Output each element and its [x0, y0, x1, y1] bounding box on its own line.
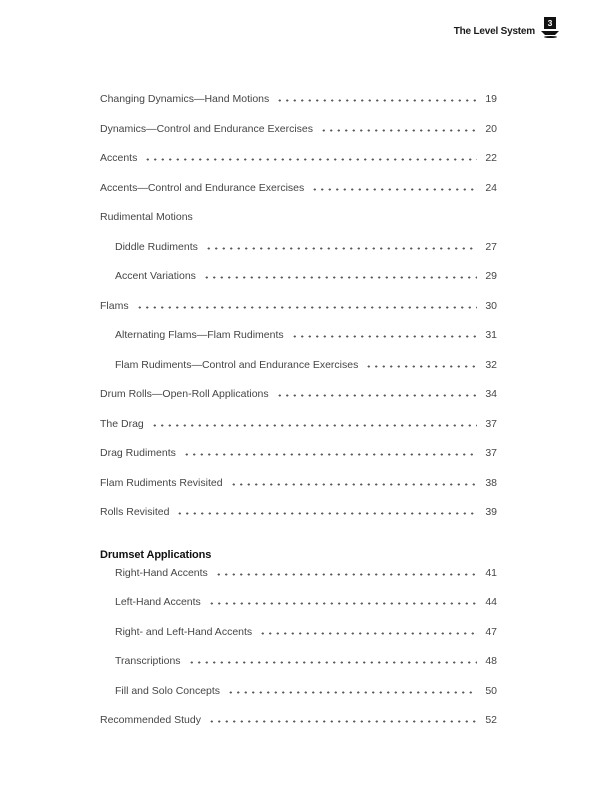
toc-entry-label: Accent Variations [115, 270, 196, 282]
toc-entry [100, 626, 497, 656]
dot-leader [227, 686, 477, 694]
toc-entry [100, 270, 497, 300]
toc-entry-page-number: 48 [485, 655, 497, 667]
toc-entry [100, 152, 497, 182]
toc-entry [100, 93, 497, 123]
toc-entry-label: Right-Hand Accents [115, 566, 208, 579]
toc-entry [100, 506, 497, 536]
toc-entry [100, 685, 497, 715]
toc-entry-page-number: 38 [485, 476, 497, 489]
toc-entry-label: Drum Rolls—Open-Roll Applications [100, 388, 269, 400]
table-of-contents [100, 93, 497, 744]
toc-entry-page-number: 37 [485, 447, 497, 459]
toc-entry-page-number: 52 [485, 714, 497, 726]
toc-entry-page-number: 24 [485, 181, 497, 194]
dot-leader [203, 271, 477, 279]
dot-leader [208, 715, 477, 723]
dot-leader [136, 301, 477, 309]
toc-entry [100, 182, 497, 212]
toc-entry-label: Rolls Revisited [100, 506, 170, 518]
dot-leader [259, 627, 477, 635]
dot-leader [215, 568, 477, 576]
toc-entry-label: Transcriptions [115, 655, 181, 667]
toc-entry-label: Flam Rudiments Revisited [100, 476, 223, 489]
toc-entry-page-number: 19 [485, 93, 497, 105]
toc-entry-label: Dynamics—Control and Endurance Exercises [100, 122, 314, 135]
toc-entry-page-number: 31 [485, 329, 497, 341]
dot-leader [230, 478, 477, 486]
toc-entry [100, 241, 497, 271]
book-title: The Level System [453, 26, 535, 37]
toc-entry-label: Flams [100, 299, 129, 312]
toc-entry [100, 123, 497, 153]
toc-entry-label: Rudimental Motions [100, 211, 193, 223]
toc-entry-page-number: 30 [485, 299, 497, 312]
toc-entry-label: Fill and Solo Concepts [115, 684, 221, 697]
dot-leader [311, 183, 477, 191]
toc-entry-label: Diddle Rudiments [115, 240, 198, 253]
badge-pedestal-icon [541, 31, 559, 35]
toc-entry [100, 211, 497, 241]
page-number-badge: 3 [544, 17, 556, 29]
dot-leader [176, 507, 477, 515]
toc-entry [100, 359, 497, 389]
dot-leader [188, 656, 477, 664]
dot-leader [365, 360, 477, 368]
toc-entry-page-number: 37 [485, 417, 497, 430]
toc-entry-page-number: 44 [485, 596, 497, 608]
toc-entry-page-number: 22 [485, 152, 497, 164]
toc-entry-page-number: 34 [485, 388, 497, 400]
toc-entry-label: Drumset Applications [100, 548, 212, 561]
toc-entry [100, 714, 497, 744]
toc-entry-label: Drag Rudiments [100, 447, 176, 459]
page-number-badge-group [541, 17, 559, 38]
toc-entry-page-number: 20 [485, 122, 497, 135]
dot-leader [144, 153, 477, 161]
toc-entry [100, 567, 497, 597]
dot-leader [208, 597, 477, 605]
toc-entry-page-number: 47 [485, 625, 497, 638]
page-header [454, 17, 559, 38]
toc-entry-page-number: 32 [485, 358, 497, 371]
toc-entry-label: Accents [100, 152, 138, 164]
dot-leader [183, 448, 477, 456]
toc-entry [100, 329, 497, 359]
toc-entry-label: Flam Rudiments—Control and Endurance Exercises [115, 358, 359, 371]
dot-leader [276, 389, 477, 397]
toc-entry-label: The Drag [100, 417, 144, 430]
toc-entry-page-number: 50 [485, 684, 497, 697]
toc-entry-label: Changing Dynamics—Hand Motions [100, 93, 270, 105]
toc-entry [100, 418, 497, 448]
toc-entry-label: Left-Hand Accents [115, 596, 201, 608]
toc-entry-page-number: 39 [485, 506, 497, 518]
toc-entry-page-number: 41 [485, 566, 497, 579]
toc-entry [100, 477, 497, 507]
toc-entry-page-number: 27 [485, 240, 497, 253]
dot-leader [151, 419, 477, 427]
dot-leader [205, 242, 477, 250]
toc-entry-label: Alternating Flams—Flam Rudiments [115, 329, 284, 341]
dot-leader [276, 94, 477, 102]
toc-entry [100, 596, 497, 626]
toc-entry [100, 447, 497, 477]
toc-entry-label: Recommended Study [100, 714, 201, 726]
dot-leader [320, 124, 477, 132]
toc-entry-label: Right- and Left-Hand Accents [115, 625, 253, 638]
toc-entry [100, 300, 497, 330]
toc-entry [100, 388, 497, 418]
dot-leader [291, 330, 477, 338]
toc-entry [100, 655, 497, 685]
toc-entry-page-number: 29 [485, 270, 497, 282]
toc-entry-label: Accents—Control and Endurance Exercises [100, 181, 305, 194]
badge-pedestal-base-icon [544, 36, 557, 38]
toc-section-heading [100, 549, 497, 567]
